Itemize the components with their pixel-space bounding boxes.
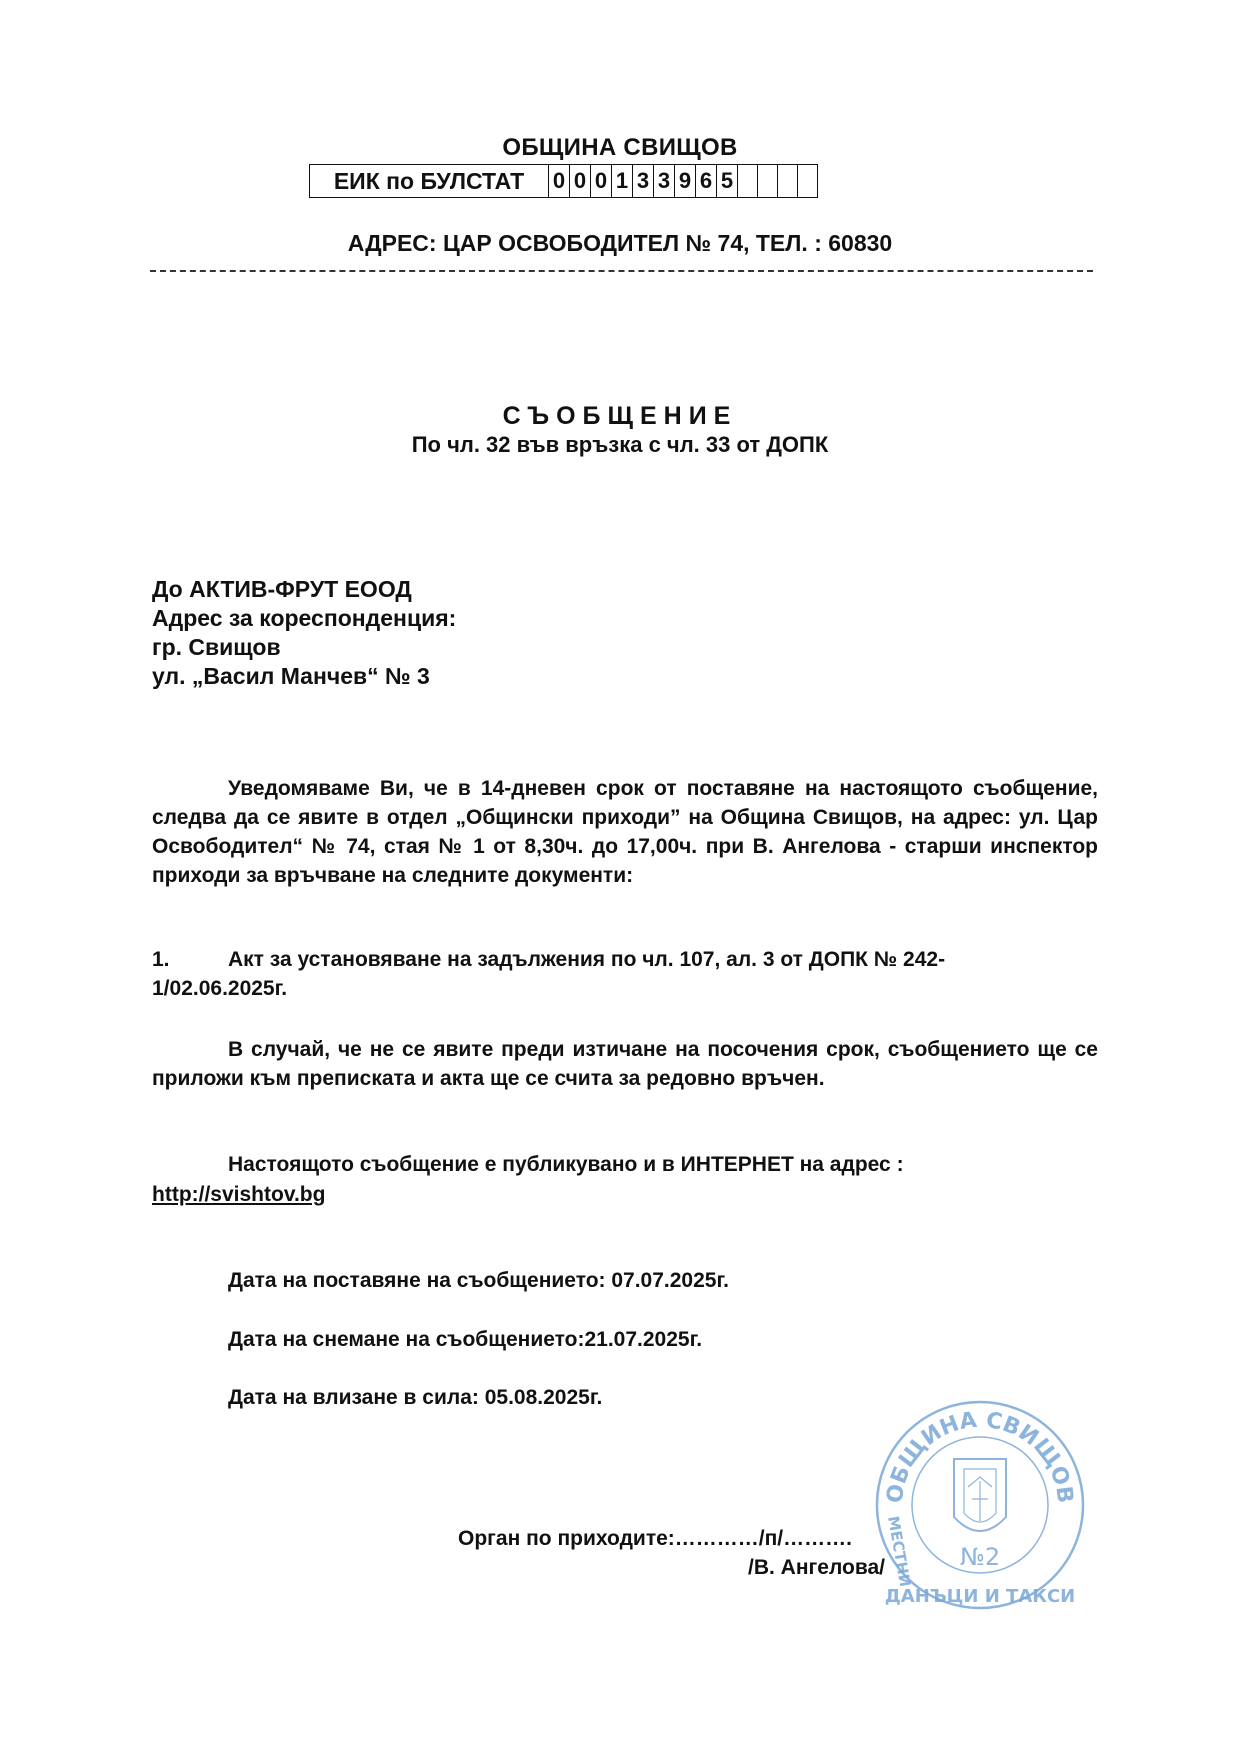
official-stamp — [872, 1397, 1088, 1613]
eik-digit: 9 — [675, 165, 696, 197]
document-subtitle: По чл. 32 във връзка с чл. 33 от ДОПК — [411, 432, 829, 457]
publication-paragraph: Настоящото съобщение е публикувано и в ИНТЕРНЕТ на адрес : — [228, 1153, 904, 1176]
eik-digit: 0 — [591, 165, 612, 197]
stamp-text-left: МЕСТНИ — [884, 1514, 915, 1589]
eik-digit: 0 — [549, 165, 570, 197]
consequence-paragraph: В случай, че не се явите преди изтичане на посочения срок, съобщението ще се приложи към преписката и акта ще се счита за редовно връчен. — [152, 1038, 1098, 1090]
stamp-number: №2 — [959, 1543, 1001, 1571]
notice-paragraph: Уведомяваме Ви, че в 14-дневен срок от поставяне на настоящото съобщение, следва да се явите в отдел „Общински приходи” на Община Свищов, на адрес: ул. Цар Освободител“ № 74, стая № 1 от 8,30ч. до 17,00ч. при В. Ангелова - старши инспектор приходи за връчване на следните документи: — [152, 777, 1098, 887]
eik-digit — [738, 165, 758, 197]
eik-digit — [778, 165, 798, 197]
stamp-text-top: ОБЩИНА СВИЩОВ — [882, 1407, 1078, 1505]
date-removed: Дата на снемане на съобщението:21.07.2025г. — [228, 1328, 703, 1351]
stamp-text-bottom: ДАНЪЦИ И ТАКСИ — [884, 1586, 1076, 1607]
eik-digit: 3 — [654, 165, 675, 197]
signature-line: Орган по приходите:…………/п/………. — [458, 1527, 852, 1550]
eik-digit: 0 — [570, 165, 591, 197]
signer-name: /В. Ангелова/ — [748, 1556, 885, 1579]
list-item-text-continued: 1/02.06.2025г. — [152, 977, 288, 1000]
recipient-name: До АКТИВ-ФРУТ ЕООД — [152, 576, 412, 602]
list-item-text: Акт за установяване на задължения по чл. 107, ал. 3 от ДОПК № 242- — [228, 948, 946, 971]
eik-table — [309, 164, 818, 198]
website-link[interactable]: http://svishtov.bg — [152, 1183, 326, 1206]
recipient-city: гр. Свищов — [152, 634, 281, 660]
eik-digit: 3 — [633, 165, 654, 197]
eik-label: ЕИК по БУЛСТАТ — [310, 165, 549, 197]
document-list-item — [152, 945, 1098, 1003]
recipient-address-label: Адрес за кореспонденция: — [152, 605, 457, 631]
eik-digit: 1 — [612, 165, 633, 197]
dashed-divider — [150, 270, 1093, 272]
eik-digit: 6 — [696, 165, 717, 197]
eik-digit — [758, 165, 778, 197]
eik-digit — [798, 165, 817, 197]
municipality-name: ОБЩИНА СВИЩОВ — [502, 134, 738, 161]
eik-digit: 5 — [717, 165, 738, 197]
date-effective: Дата на влизане в сила: 05.08.2025г. — [228, 1386, 603, 1409]
recipient-street: ул. „Васил Манчев“ № 3 — [152, 663, 430, 689]
list-item-number: 1. — [152, 948, 170, 971]
recipient-block — [152, 575, 456, 691]
municipality-address: АДРЕС: ЦАР ОСВОБОДИТЕЛ № 74, ТЕЛ. : 60830 — [347, 230, 893, 256]
date-posted: Дата на поставяне на съобщението: 07.07.2025г. — [228, 1269, 729, 1292]
document-title: СЪОБЩЕНИЕ — [502, 402, 738, 430]
